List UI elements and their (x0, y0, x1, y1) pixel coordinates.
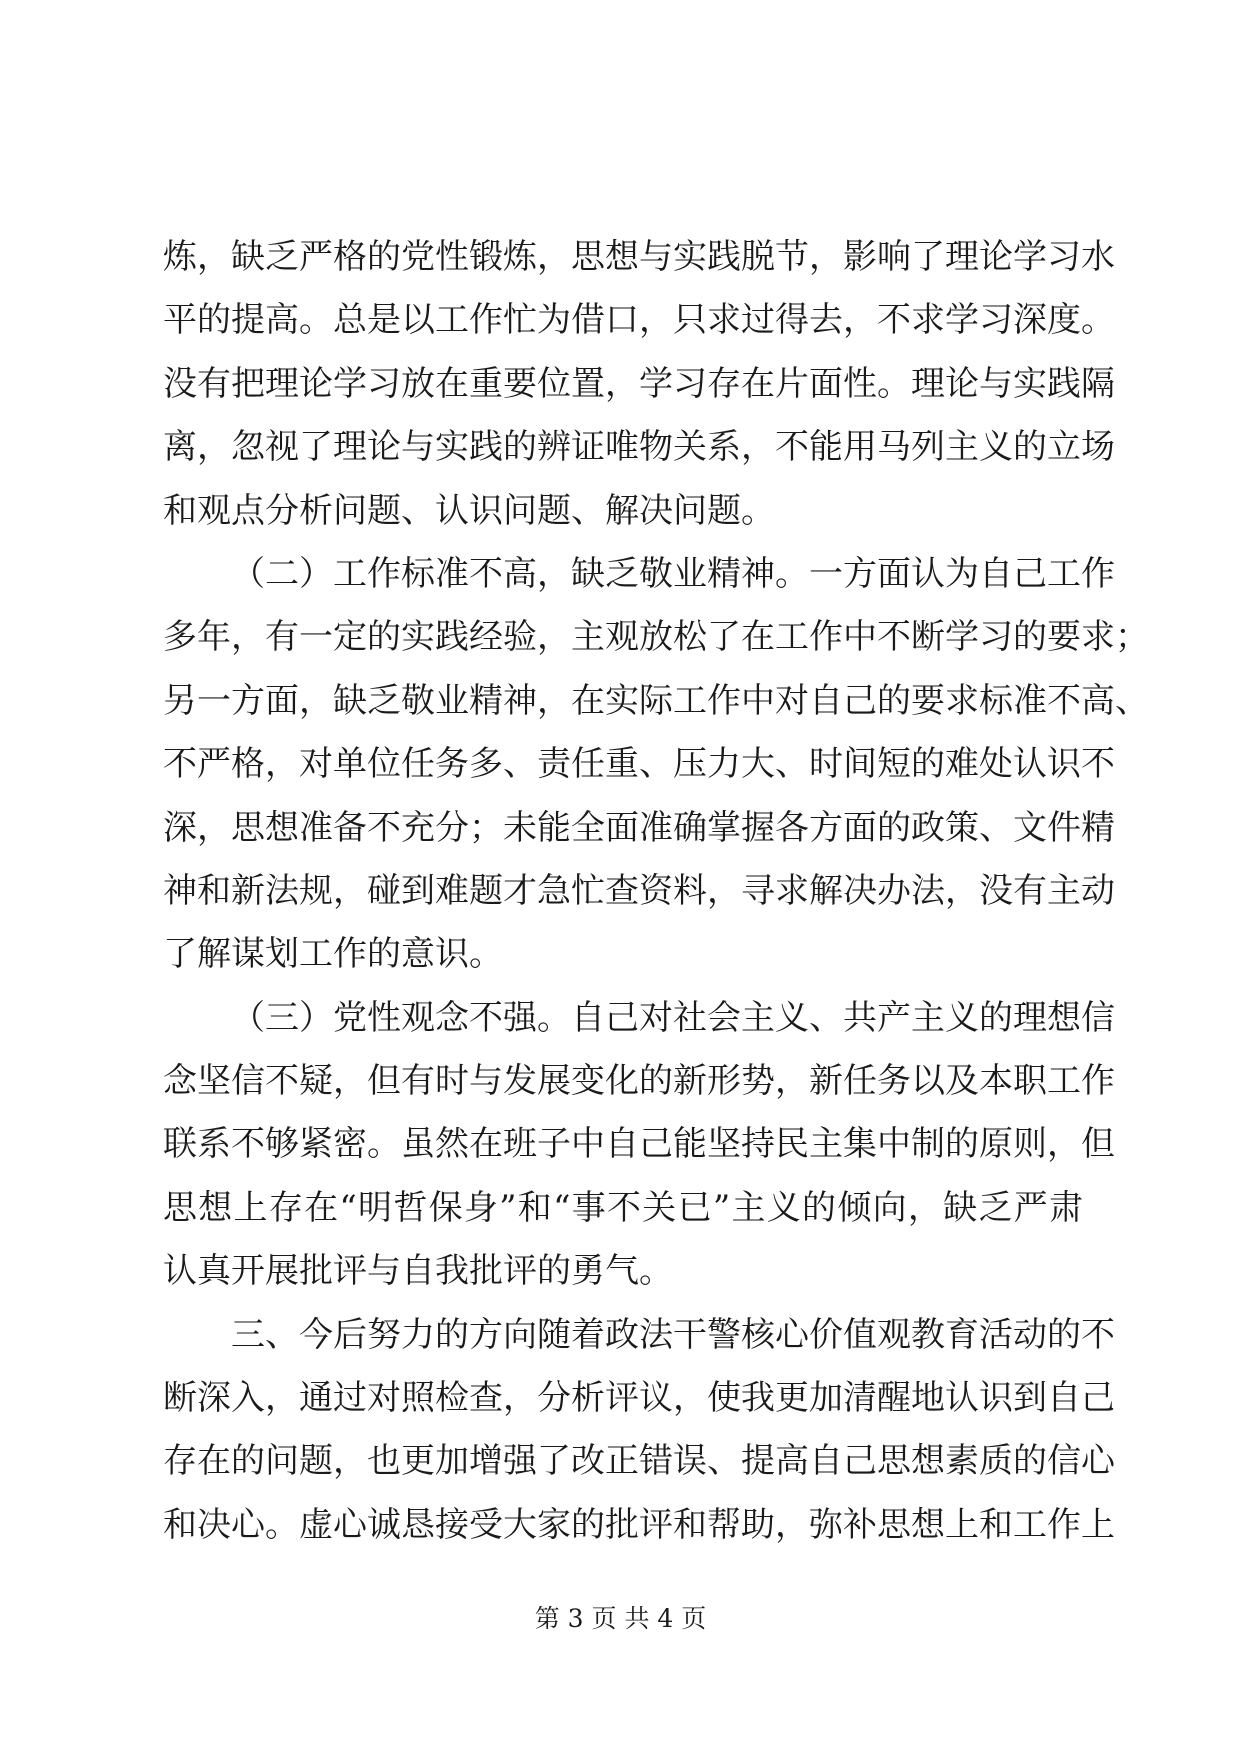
text-line: 神和新法规，碰到难题才急忙查资料，寻求解决办法，没有主动 (163, 870, 1115, 911)
text-line: 三、今后努力的方向随着政法干警核心价值观教育活动的不 (231, 1314, 1115, 1355)
text-line: 思想上存在“明哲保身”和“事不关已”主义的倾向，缺乏严肃 (163, 1187, 1083, 1228)
document-body (163, 226, 1149, 1557)
text-line: 深，思想准备不充分；未能全面准确掌握各方面的政策、文件精 (163, 807, 1115, 848)
page-number-label: 第 3 页 共 4 页 (534, 1604, 707, 1633)
text-line: 平的提高。总是以工作忙为借口，只求过得去，不求学习深度。 (163, 300, 1115, 341)
page-footer (0, 1602, 1241, 1636)
text-line: 了解谋划工作的意识。 (163, 934, 503, 975)
text-line: 存在的问题，也更加增强了改正错误、提高自己思想素质的信心 (163, 1441, 1115, 1482)
text-line: 不严格，对单位任务多、责任重、压力大、时间短的难处认识不 (163, 744, 1115, 785)
text-line: 联系不够紧密。虽然在班子中自己能坚持民主集中制的原则，但 (163, 1124, 1115, 1165)
text-line: 离，忽视了理论与实践的辨证唯物关系，不能用马列主义的立场 (163, 427, 1115, 468)
text-line: （三）党性观念不强。自己对社会主义、共产主义的理想信 (231, 997, 1115, 1038)
text-line: 和观点分析问题、认识问题、解决问题。 (163, 490, 775, 531)
text-line: 念坚信不疑，但有时与发展变化的新形势，新任务以及本职工作 (163, 1061, 1115, 1102)
text-line: 没有把理论学习放在重要位置，学习存在片面性。理论与实践隔 (163, 363, 1115, 404)
text-line: 断深入，通过对照检查，分析评议，使我更加清醒地认识到自己 (163, 1378, 1115, 1419)
text-line: （二）工作标准不高，缺乏敬业精神。一方面认为自己工作 (231, 553, 1115, 594)
text-line: 另一方面，缺乏敬业精神，在实际工作中对自己的要求标准不高、 (163, 680, 1149, 721)
text-line: 和决心。虚心诚恳接受大家的批评和帮助，弥补思想上和工作上 (163, 1504, 1115, 1545)
text-line: 多年，有一定的实践经验，主观放松了在工作中不断学习的要求； (163, 617, 1149, 658)
text-line: 炼，缺乏严格的党性锻炼，思想与实践脱节，影响了理论学习水 (163, 237, 1115, 277)
text-line: 认真开展批评与自我批评的勇气。 (163, 1251, 673, 1292)
